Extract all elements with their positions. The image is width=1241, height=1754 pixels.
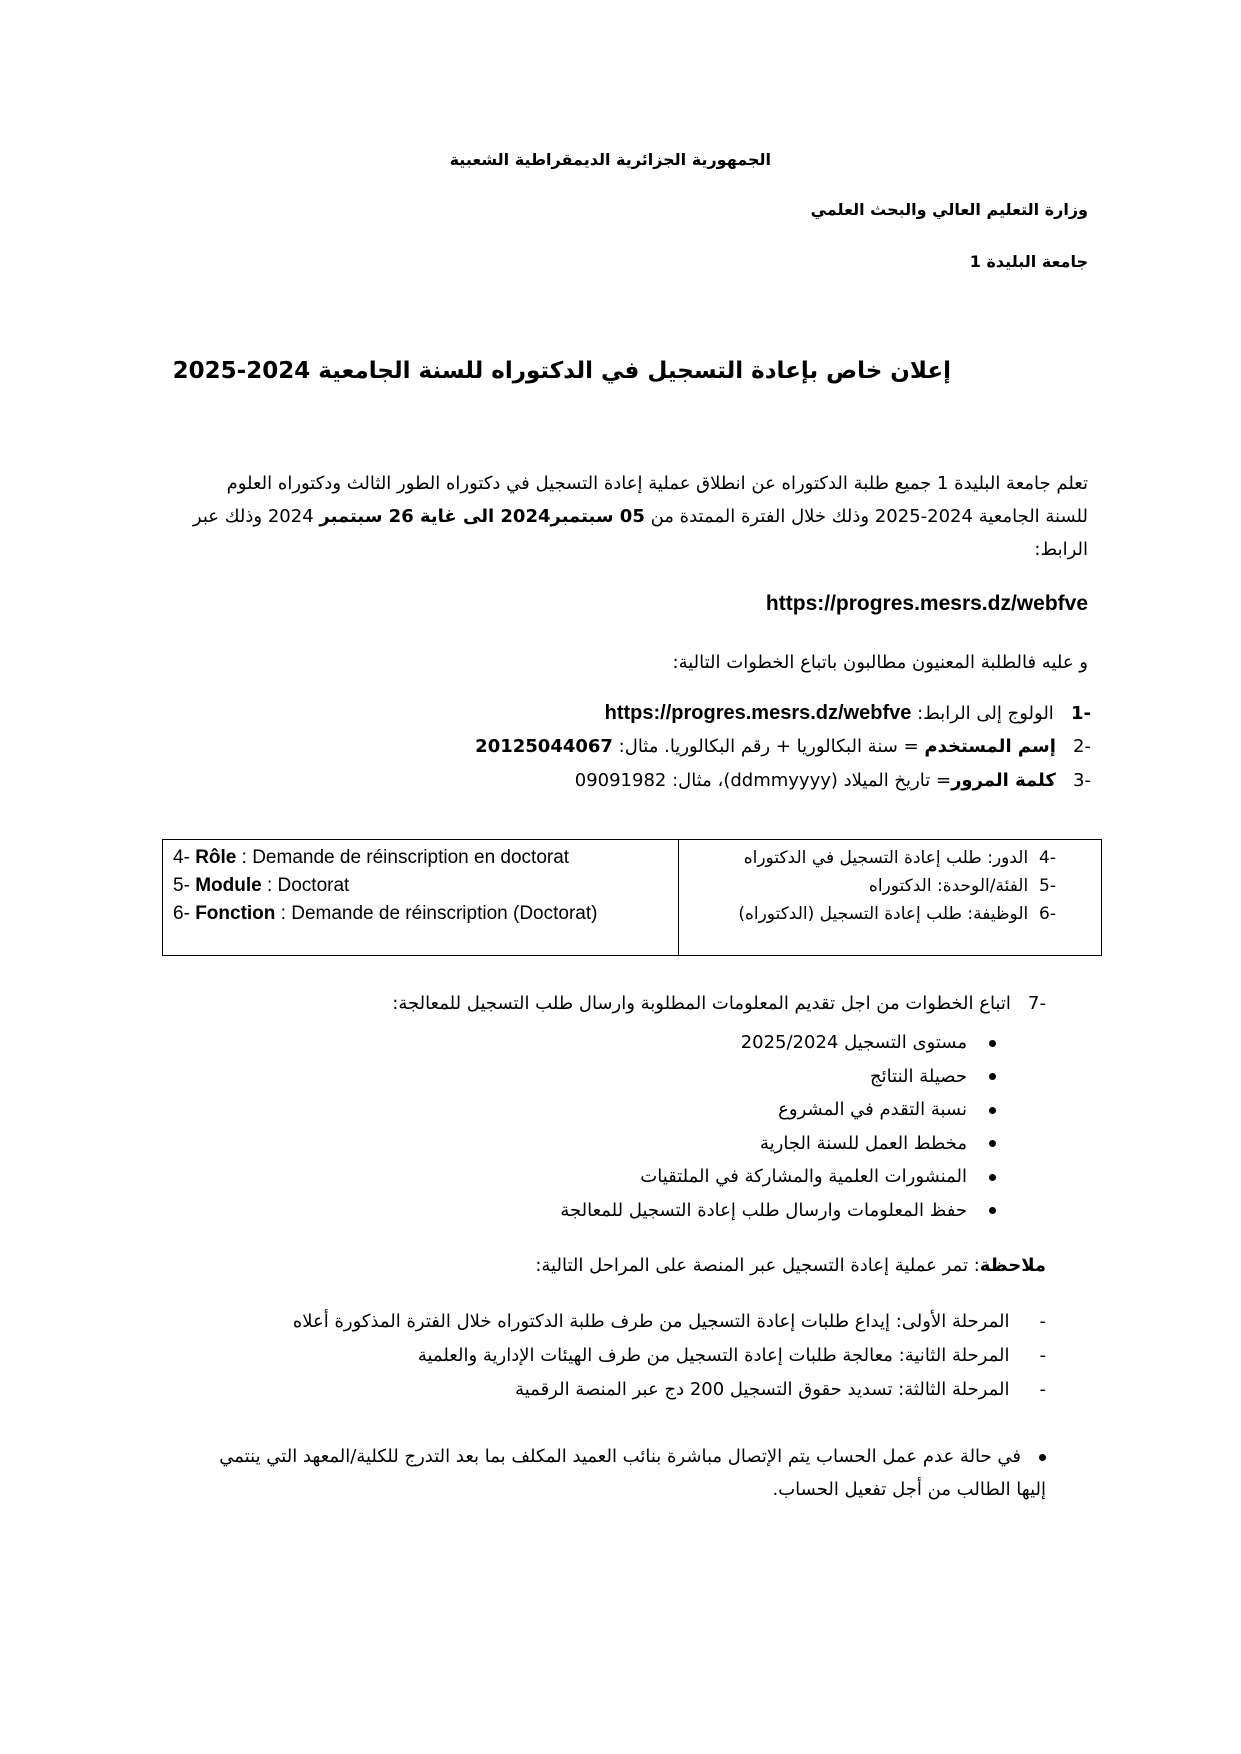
- phase-item: -المرحلة الأولى: إيداع طلبات إعادة التسجيل من طرف طلبة الدكتوراه خلال الفترة المذكورة أعلاه: [292, 1311, 1046, 1332]
- fr-row-module: 5- Module : Doctorat: [173, 875, 350, 896]
- password-example: 09091982: [574, 770, 667, 791]
- republic-header: الجمهورية الجزائرية الديمقراطية الشعبية: [449, 150, 771, 169]
- list-item: مخطط العمل للسنة الجارية: [560, 1127, 996, 1161]
- final-line-2: إليها الطالب من أجل تفعيل الحساب.: [772, 1479, 1046, 1500]
- steps-intro: و عليه فالطلبة المعنيون مطالبون باتباع الخطوات التالية:: [672, 652, 1088, 673]
- bullet-icon: [989, 1140, 996, 1147]
- step-7: -7 اتباع الخطوات من اجل تقديم المعلومات المطلوبة وارسال طلب التسجيل للمعالجة:: [392, 993, 1046, 1014]
- phase-item: -المرحلة الثانية: معالجة طلبات إعادة التسجيل من طرف الهيئات الإدارية والعلمية: [417, 1345, 1046, 1366]
- webfve-link[interactable]: https://progres.mesrs.dz/webfve: [765, 592, 1088, 615]
- fr-row-fonction: 6- Fonction : Demande de réinscription (Doctorat): [173, 903, 598, 924]
- ar-row-role: -4 الدور: طلب إعادة التسجيل في الدكتوراه: [743, 848, 1056, 868]
- bullet-icon: [989, 1040, 996, 1047]
- step-1-link[interactable]: https://progres.mesrs.dz/webfve: [604, 702, 912, 724]
- list-item: حصيلة النتائج: [560, 1060, 996, 1094]
- bullet-icon: [989, 1207, 996, 1214]
- page-title: إعلان خاص بإعادة التسجيل في الدكتوراه للسنة الجامعية 2024-2025: [172, 358, 951, 384]
- phase-item: -المرحلة الثالثة: تسديد حقوق التسجيل 200 دج عبر المنصة الرقمية: [515, 1379, 1046, 1400]
- list-item: حفظ المعلومات وارسال طلب إعادة التسجيل للمعالجة: [560, 1194, 996, 1228]
- ar-row-module: -5 الفئة/الوحدة: الدكتوراه: [868, 876, 1056, 896]
- fr-row-role: 4- Rôle : Demande de réinscription en doctorat: [173, 847, 570, 868]
- step-3: -3 كلمة المرور= تاريخ الميلاد (ddmmyyyy)، مثال: 09091982: [574, 770, 1091, 791]
- list-item: مستوى التسجيل 2025/2024: [560, 1026, 996, 1060]
- final-note: [161, 1440, 1046, 1506]
- intro-line-3: الرابط:: [1034, 539, 1088, 560]
- list-item: نسبة التقدم في المشروع: [560, 1093, 996, 1127]
- bullet-icon: [1039, 1454, 1046, 1461]
- intro-line-1: تعلم جامعة البليدة 1 جميع طلبة الدكتوراه عن انطلاق عملية إعادة التسجيل في دكتوراه الطور الثالث ودكتوراه العلوم: [226, 473, 1088, 494]
- step-2: -2 إسم المستخدم = سنة البكالوريا + رقم البكالوريا. مثال: 20125044067: [475, 736, 1091, 757]
- bullet-list: [560, 1026, 996, 1227]
- table-cell-fr: [163, 840, 679, 956]
- username-example: 20125044067: [475, 736, 613, 757]
- note: ملاحظة: تمر عملية إعادة التسجيل عبر المنصة على المراحل التالية:: [535, 1255, 1046, 1276]
- intro-line-2: للسنة الجامعية 2024-2025 وذلك خلال الفترة الممتدة من 05 سبتمبر2024 الى غاية 26 سبتمبر 2024 وذلك عبر: [192, 506, 1088, 527]
- step-1: -1 الولوج إلى الرابط: https://progres.mesrs.dz/webfve: [604, 702, 1091, 724]
- registration-period: 05 سبتمبر2024 الى غاية 26 سبتمبر: [319, 506, 645, 527]
- final-line-1: في حالة عدم عمل الحساب يتم الإتصال مباشرة بنائب العميد المكلف بما بعد التدرج للكلية/المعهد التي ينتمي: [161, 1440, 1046, 1473]
- ministry-header: وزارة التعليم العالي والبحث العلمي: [810, 200, 1088, 219]
- ar-row-fonction: -6 الوظيفة: طلب إعادة التسجيل (الدكتوراه): [738, 904, 1056, 924]
- role-module-table: [162, 839, 1102, 956]
- phase-list: [293, 1305, 1046, 1407]
- table-cell-ar: [679, 840, 1102, 956]
- bullet-icon: [989, 1107, 996, 1114]
- bullet-icon: [989, 1073, 996, 1080]
- bullet-icon: [989, 1174, 996, 1181]
- university-header: جامعة البليدة 1: [969, 252, 1088, 271]
- intro-paragraph: [158, 467, 1088, 566]
- list-item: المنشورات العلمية والمشاركة في الملتقيات: [560, 1160, 996, 1194]
